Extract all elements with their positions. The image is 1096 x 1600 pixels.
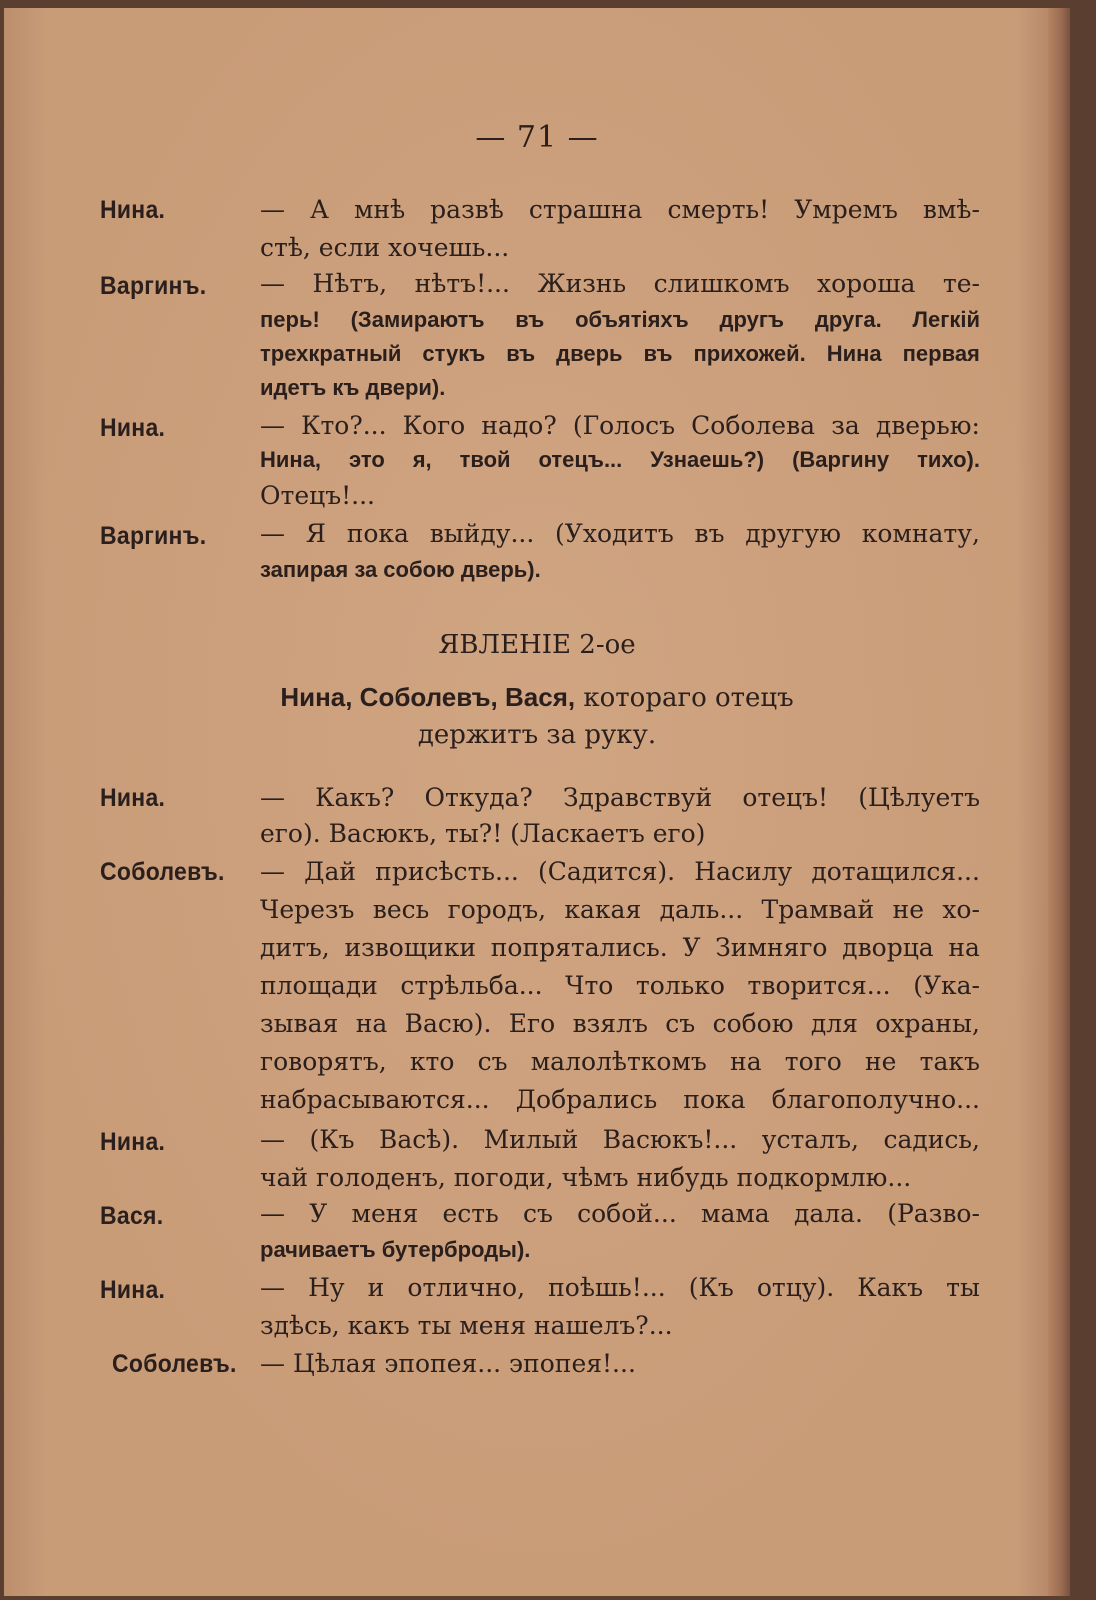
word: мама bbox=[701, 1199, 770, 1228]
book-spine-edge bbox=[1048, 8, 1070, 1596]
scene-title: ЯВЛЕНІЕ 2-ое bbox=[438, 630, 636, 660]
word: — bbox=[260, 857, 285, 886]
word: ты bbox=[946, 1273, 980, 1302]
word: — bbox=[260, 519, 285, 548]
speech-line bbox=[260, 408, 980, 444]
speech-line bbox=[260, 1232, 980, 1268]
word: Ну bbox=[308, 1273, 345, 1302]
word: дала. bbox=[793, 1199, 863, 1228]
word: Здравствуй bbox=[562, 783, 713, 812]
word: меня bbox=[351, 1199, 419, 1228]
speaker-name: Нина. bbox=[100, 784, 166, 812]
speech-line bbox=[260, 1006, 980, 1042]
speaker-name: Соболевъ. bbox=[112, 1350, 237, 1378]
word: стрѣльба... bbox=[400, 971, 543, 1000]
word: съ bbox=[665, 1009, 696, 1038]
word: Милый bbox=[483, 1125, 579, 1154]
word: отлично, bbox=[407, 1273, 526, 1302]
line-text: его). Васюкъ, ты?! (Ласкаетъ его) bbox=[260, 819, 706, 848]
cast-rest: котораго отецъ bbox=[575, 683, 794, 713]
word: Жизнь bbox=[537, 269, 627, 298]
scene-cast-line2: держитъ за руку. bbox=[417, 720, 657, 750]
word: и bbox=[367, 1273, 385, 1302]
word: даль... bbox=[659, 895, 744, 924]
word: въ bbox=[694, 519, 725, 548]
word: Черезъ bbox=[260, 895, 355, 924]
word: благополучно... bbox=[771, 1085, 980, 1114]
speech-line bbox=[260, 1308, 980, 1344]
word: первая bbox=[902, 341, 980, 366]
word: надо? bbox=[481, 411, 557, 440]
page-number: — 71 — bbox=[475, 120, 599, 155]
speech-line bbox=[260, 1270, 980, 1306]
word: отецъ... bbox=[538, 447, 623, 472]
word: (Цѣлуетъ bbox=[858, 783, 980, 812]
word: набрасываются... bbox=[260, 1085, 490, 1114]
word: малолѣткомъ bbox=[530, 1047, 707, 1076]
word: Васю). bbox=[404, 1009, 492, 1038]
word: (Садится). bbox=[537, 857, 676, 886]
line-text: здѣсь, какъ ты меня нашелъ?... bbox=[260, 1311, 673, 1340]
speech-line bbox=[260, 1122, 980, 1158]
word: друга. bbox=[814, 307, 882, 332]
word: для bbox=[810, 1009, 858, 1038]
speaker-name: Нина. bbox=[100, 196, 166, 224]
word: пока bbox=[346, 519, 409, 548]
speaker-name: Нина. bbox=[100, 414, 166, 442]
word: развѣ bbox=[430, 195, 504, 224]
word: — bbox=[260, 411, 285, 440]
word: Васюкъ!... bbox=[602, 1125, 738, 1154]
word: на bbox=[730, 1047, 762, 1076]
line-text: запирая за собою дверь). bbox=[260, 557, 541, 582]
word: Я bbox=[305, 519, 326, 548]
word: У bbox=[309, 1199, 328, 1228]
word: на bbox=[355, 1009, 388, 1038]
speech-line bbox=[260, 854, 980, 890]
word: Зимняго bbox=[715, 933, 828, 962]
word: Соболева bbox=[691, 411, 816, 440]
word: Узнаешь?) bbox=[650, 447, 765, 472]
word: попрятались. bbox=[490, 933, 668, 962]
word: смерть! bbox=[667, 195, 770, 224]
word: Умремъ bbox=[794, 195, 898, 224]
word: — bbox=[260, 1125, 285, 1154]
word: — bbox=[260, 1199, 285, 1228]
word: Трамвай bbox=[761, 895, 875, 924]
word: городъ, bbox=[447, 895, 547, 924]
speech-line bbox=[260, 1196, 980, 1232]
word: взялъ bbox=[572, 1009, 648, 1038]
word: дворца bbox=[842, 933, 934, 962]
word: Нина, bbox=[260, 447, 322, 472]
line-text: чай голоденъ, погоди, чѣмъ нибудь подкормлю... bbox=[260, 1163, 912, 1192]
speaker-name: Вася. bbox=[100, 1202, 164, 1230]
word: дверь bbox=[556, 341, 623, 366]
word: Нина bbox=[826, 341, 882, 366]
word: Откуда? bbox=[424, 783, 533, 812]
word: есть bbox=[442, 1199, 499, 1228]
word: (Голосъ bbox=[572, 411, 676, 440]
word: нѣтъ!... bbox=[414, 269, 510, 298]
line-text: — Цѣлая эпопея... эпопея!... bbox=[260, 1349, 636, 1378]
speech-line bbox=[260, 516, 980, 552]
line-text: рачиваетъ бутерброды). bbox=[260, 1237, 531, 1262]
word: садись, bbox=[883, 1125, 980, 1154]
word: такъ bbox=[919, 1047, 980, 1076]
speech-line bbox=[260, 1082, 980, 1118]
word: площади bbox=[260, 971, 378, 1000]
speech-line bbox=[260, 478, 980, 514]
word: тихо). bbox=[917, 447, 980, 472]
word: (Разво- bbox=[887, 1199, 980, 1228]
speech-line bbox=[260, 230, 980, 266]
word: собою bbox=[712, 1009, 794, 1038]
word: не bbox=[892, 895, 924, 924]
word: Насилу bbox=[694, 857, 793, 886]
word: хороша bbox=[817, 269, 916, 298]
word: мнѣ bbox=[353, 195, 406, 224]
speech-line bbox=[260, 892, 980, 928]
word: (Къ bbox=[688, 1273, 734, 1302]
speech-line bbox=[260, 442, 980, 478]
word: Дай bbox=[304, 857, 357, 886]
word: весь bbox=[372, 895, 430, 924]
word: съ bbox=[477, 1047, 508, 1076]
word: Какъ bbox=[857, 1273, 924, 1302]
word: — bbox=[260, 1273, 285, 1302]
word: стукъ bbox=[422, 341, 486, 366]
word: трехкратный bbox=[260, 341, 402, 366]
word: (Къ bbox=[309, 1125, 355, 1154]
word: комнату, bbox=[861, 519, 980, 548]
cast-names: Нина, Соболевъ, Вася, bbox=[280, 682, 576, 712]
word: говорятъ, bbox=[260, 1047, 387, 1076]
word: другъ bbox=[719, 307, 785, 332]
word: усталъ, bbox=[761, 1125, 859, 1154]
word: на bbox=[948, 933, 980, 962]
speech-line bbox=[260, 816, 980, 852]
word: вмѣ- bbox=[922, 195, 980, 224]
word: — bbox=[260, 269, 285, 298]
word: въ bbox=[515, 307, 545, 332]
word: Васѣ). bbox=[379, 1125, 460, 1154]
word: дитъ, bbox=[260, 933, 330, 962]
word: того bbox=[784, 1047, 842, 1076]
word: Легкій bbox=[912, 307, 980, 332]
word: какая bbox=[564, 895, 642, 924]
word: съ bbox=[522, 1199, 553, 1228]
word: я, bbox=[412, 447, 432, 472]
speaker-name: Соболевъ. bbox=[100, 858, 225, 886]
word: — bbox=[260, 195, 285, 224]
speech-line bbox=[260, 1160, 980, 1196]
word: (Замираютъ bbox=[350, 307, 485, 332]
word: не bbox=[865, 1047, 897, 1076]
word: те- bbox=[942, 269, 980, 298]
word: Какъ? bbox=[315, 783, 395, 812]
word: перь! bbox=[260, 307, 320, 332]
word: хо- bbox=[942, 895, 980, 924]
word: объятіяхъ bbox=[575, 307, 689, 332]
word: Кого bbox=[402, 411, 466, 440]
word: Что bbox=[565, 971, 614, 1000]
word: собой... bbox=[577, 1199, 677, 1228]
word: А bbox=[310, 195, 329, 224]
speaker-name: Нина. bbox=[100, 1276, 166, 1304]
speaker-name: Нина. bbox=[100, 1128, 166, 1156]
speech-line bbox=[260, 370, 980, 406]
speech-line bbox=[260, 1346, 980, 1382]
word: дотащился... bbox=[811, 857, 980, 886]
word: У bbox=[682, 933, 701, 962]
line-text: идетъ къ двери). bbox=[260, 375, 446, 400]
word: (Уходитъ bbox=[555, 519, 674, 548]
word: Его bbox=[508, 1009, 556, 1038]
word: прихожей. bbox=[693, 341, 806, 366]
line-text: Отецъ!... bbox=[260, 481, 375, 510]
word: въ bbox=[506, 341, 536, 366]
speech-line bbox=[260, 336, 980, 372]
word: отецъ! bbox=[742, 783, 829, 812]
word: зывая bbox=[260, 1009, 339, 1038]
speech-line bbox=[260, 1044, 980, 1080]
word: пока bbox=[683, 1085, 746, 1114]
word: (Ука- bbox=[913, 971, 980, 1000]
speech-line bbox=[260, 780, 980, 816]
word: Кто?... bbox=[301, 411, 387, 440]
word: другую bbox=[745, 519, 841, 548]
word: выйду... bbox=[429, 519, 535, 548]
word: Добрались bbox=[515, 1085, 658, 1114]
word: (Варгину bbox=[792, 447, 890, 472]
speech-line bbox=[260, 968, 980, 1004]
word: за bbox=[831, 411, 860, 440]
word: страшна bbox=[528, 195, 643, 224]
word: въ bbox=[643, 341, 673, 366]
book-page bbox=[4, 8, 1070, 1596]
word: Нѣтъ, bbox=[312, 269, 388, 298]
speech-line bbox=[260, 192, 980, 228]
speaker-name: Варгинъ. bbox=[100, 522, 207, 550]
speech-line bbox=[260, 930, 980, 966]
word: это bbox=[348, 447, 385, 472]
word: — bbox=[260, 783, 285, 812]
word: твой bbox=[459, 447, 511, 472]
line-text: стѣ, если хочешь... bbox=[260, 233, 510, 262]
word: творится... bbox=[747, 971, 891, 1000]
word: отцу). bbox=[756, 1273, 835, 1302]
speech-line bbox=[260, 266, 980, 302]
speaker-name: Варгинъ. bbox=[100, 272, 207, 300]
word: только bbox=[635, 971, 725, 1000]
word: охраны, bbox=[875, 1009, 980, 1038]
speech-line bbox=[260, 302, 980, 338]
word: слишкомъ bbox=[653, 269, 790, 298]
word: присѣсть... bbox=[375, 857, 519, 886]
word: кто bbox=[409, 1047, 455, 1076]
scene-cast bbox=[4, 678, 1070, 717]
speech-line bbox=[260, 552, 980, 588]
word: поѣшь!... bbox=[548, 1273, 666, 1302]
word: извощики bbox=[344, 933, 477, 962]
word: дверью: bbox=[875, 411, 980, 440]
